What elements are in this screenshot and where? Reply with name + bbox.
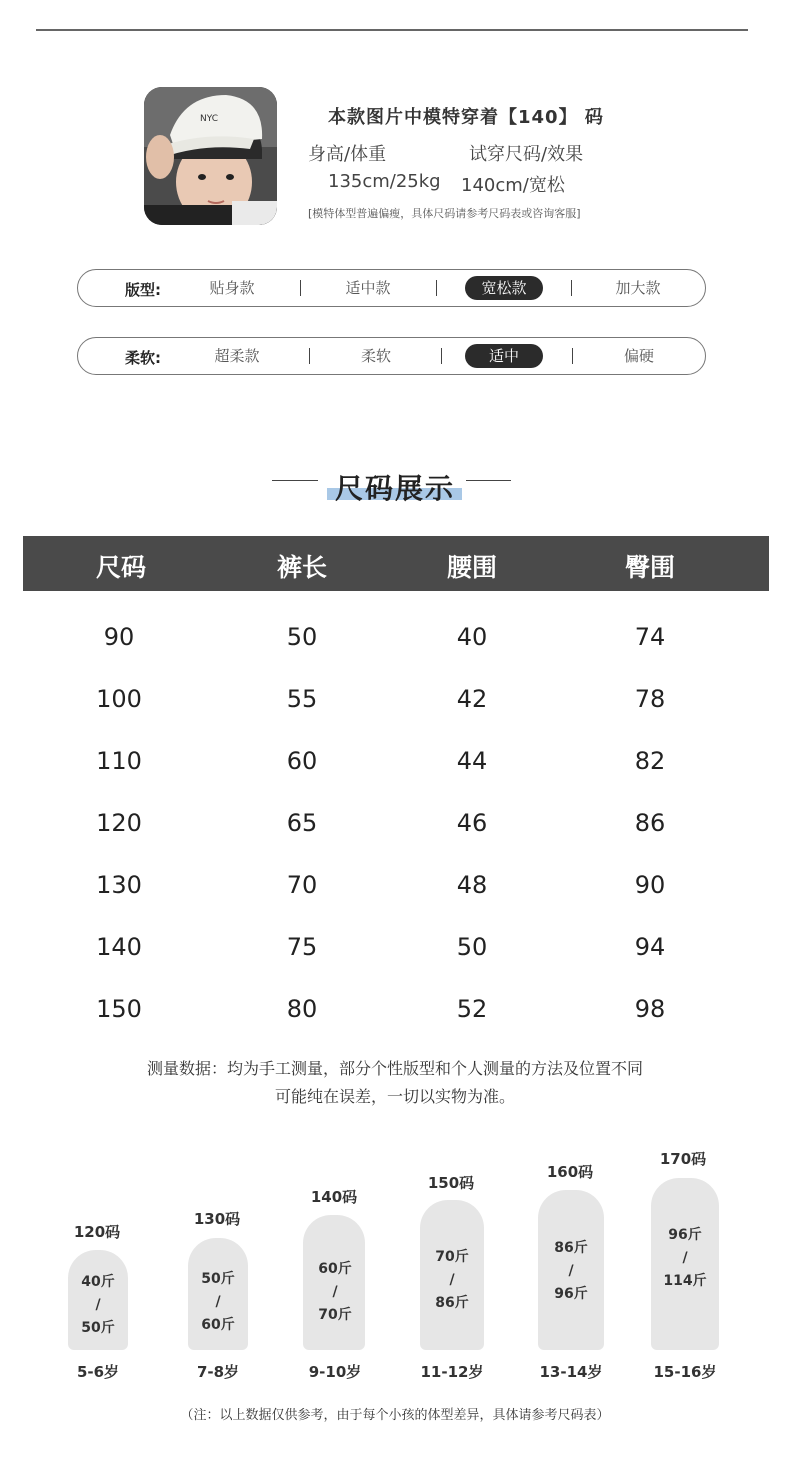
figure-age: 7-8岁 bbox=[196, 1363, 240, 1381]
divider bbox=[572, 348, 573, 364]
figure-weight-max: 86斤 bbox=[435, 1295, 469, 1311]
divider bbox=[441, 348, 442, 364]
figure-slash: / bbox=[568, 1263, 574, 1279]
cell-size: 140 bbox=[96, 933, 142, 961]
cell-size: 120 bbox=[96, 809, 142, 837]
cell-waist: 44 bbox=[456, 747, 488, 775]
figure-slash: / bbox=[682, 1250, 688, 1266]
figure-weight-max: 96斤 bbox=[554, 1286, 588, 1302]
figure-weight-min: 86斤 bbox=[554, 1240, 588, 1256]
cell-size: 130 bbox=[96, 871, 142, 899]
cell-length: 50 bbox=[286, 623, 318, 651]
figure-age: 5-6岁 bbox=[76, 1363, 120, 1381]
cell-hip: 78 bbox=[634, 685, 666, 713]
figure-slash: / bbox=[215, 1294, 221, 1310]
child-model-illustration bbox=[144, 87, 277, 225]
figure-size-label: 120码 bbox=[73, 1223, 121, 1241]
softness-row bbox=[77, 337, 706, 375]
cell-size: 150 bbox=[96, 995, 142, 1023]
figure-weight-max: 50斤 bbox=[81, 1320, 115, 1336]
figure-size-label: 150码 bbox=[427, 1174, 475, 1192]
cell-waist: 50 bbox=[456, 933, 488, 961]
figure-age: 11-12岁 bbox=[420, 1363, 484, 1381]
header-size: 尺码 bbox=[95, 553, 146, 582]
cell-hip: 86 bbox=[634, 809, 666, 837]
height-weight-label: 身高/体重 bbox=[308, 144, 387, 165]
divider bbox=[309, 348, 310, 364]
fit-option: 适中款 bbox=[345, 279, 391, 297]
title-rule-left bbox=[272, 480, 318, 481]
figure-weight-max: 114斤 bbox=[663, 1273, 707, 1289]
header-length: 裤长 bbox=[276, 553, 327, 582]
cell-length: 70 bbox=[286, 871, 318, 899]
cell-hip: 94 bbox=[634, 933, 666, 961]
cell-length: 55 bbox=[286, 685, 318, 713]
softness-option-selected: 适中 bbox=[465, 344, 543, 368]
softness-option: 偏硬 bbox=[623, 347, 654, 365]
cell-length: 60 bbox=[286, 747, 318, 775]
cell-hip: 82 bbox=[634, 747, 666, 775]
softness-option: 超柔款 bbox=[214, 347, 260, 365]
figure-age: 15-16岁 bbox=[653, 1363, 717, 1381]
softness-label: 柔软: bbox=[125, 349, 161, 367]
cell-length: 75 bbox=[286, 933, 318, 961]
fit-size-label: 试穿尺码/效果 bbox=[469, 144, 584, 165]
model-note: [模特体型普遍偏瘦，具体尺码请参考尺码表或咨询客服] bbox=[308, 207, 581, 220]
figure-slash: / bbox=[95, 1297, 101, 1313]
cell-waist: 46 bbox=[456, 809, 488, 837]
fit-option-selected: 宽松款 bbox=[465, 276, 543, 300]
height-weight-value: 135cm/25kg bbox=[328, 171, 441, 192]
svg-text:NYC: NYC bbox=[200, 114, 219, 124]
cell-length: 80 bbox=[286, 995, 318, 1023]
divider bbox=[571, 280, 572, 296]
table-row bbox=[0, 871, 790, 911]
size-table-header bbox=[23, 536, 769, 591]
figure-weight-max: 60斤 bbox=[201, 1317, 235, 1333]
table-row bbox=[0, 747, 790, 787]
fit-option: 加大款 bbox=[615, 279, 661, 297]
header-waist: 腰围 bbox=[446, 553, 497, 582]
top-divider bbox=[36, 29, 748, 31]
cell-hip: 98 bbox=[634, 995, 666, 1023]
table-row bbox=[0, 809, 790, 849]
figure-weight-max: 70斤 bbox=[318, 1307, 352, 1323]
cell-length: 65 bbox=[286, 809, 318, 837]
table-row bbox=[0, 623, 790, 663]
measurement-note-line2: 可能纯在误差，一切以实物为准。 bbox=[274, 1087, 515, 1106]
cell-hip: 74 bbox=[634, 623, 666, 651]
figure-size-label: 140码 bbox=[310, 1188, 358, 1206]
figure-weight-min: 70斤 bbox=[435, 1249, 469, 1265]
figure-weight-min: 60斤 bbox=[318, 1261, 352, 1277]
figure-size-label: 130码 bbox=[193, 1210, 241, 1228]
figure-size-label: 160码 bbox=[546, 1163, 594, 1181]
fit-type-label: 版型: bbox=[125, 281, 161, 299]
fit-option: 贴身款 bbox=[209, 279, 255, 297]
figure-size-label: 170码 bbox=[659, 1150, 707, 1168]
header-hip: 臀围 bbox=[624, 553, 675, 582]
figure-weight-min: 40斤 bbox=[81, 1274, 115, 1290]
softness-option: 柔软 bbox=[360, 347, 391, 365]
table-row bbox=[0, 995, 790, 1035]
cell-size: 90 bbox=[103, 623, 135, 651]
footnote: （注：以上数据仅供参考，由于每个小孩的体型差异，具体请参考尺码表） bbox=[180, 1408, 610, 1423]
cell-waist: 42 bbox=[456, 685, 488, 713]
divider bbox=[436, 280, 437, 296]
fit-type-row bbox=[77, 269, 706, 307]
section-title: 尺码展示 bbox=[334, 472, 455, 505]
cell-hip: 90 bbox=[634, 871, 666, 899]
cell-waist: 52 bbox=[456, 995, 488, 1023]
table-row bbox=[0, 685, 790, 725]
figure-weight-min: 96斤 bbox=[668, 1227, 702, 1243]
figure-slash: / bbox=[449, 1272, 455, 1288]
table-row bbox=[0, 933, 790, 973]
figure-slash: / bbox=[332, 1284, 338, 1300]
cell-size: 110 bbox=[96, 747, 142, 775]
figure-age: 13-14岁 bbox=[539, 1363, 603, 1381]
cell-waist: 40 bbox=[456, 623, 488, 651]
figure-weight-min: 50斤 bbox=[201, 1271, 235, 1287]
model-photo bbox=[144, 87, 277, 225]
cell-size: 100 bbox=[96, 685, 142, 713]
title-rule-right bbox=[466, 480, 511, 481]
cell-waist: 48 bbox=[456, 871, 488, 899]
model-wearing-title: 本款图片中模特穿着【140】 码 bbox=[328, 107, 604, 128]
fit-size-value: 140cm/宽松 bbox=[461, 175, 565, 196]
figure-age: 9-10岁 bbox=[308, 1363, 362, 1381]
measurement-note-line1: 测量数据：均为手工测量，部分个性版型和个人测量的方法及位置不同 bbox=[146, 1059, 643, 1078]
divider bbox=[300, 280, 301, 296]
